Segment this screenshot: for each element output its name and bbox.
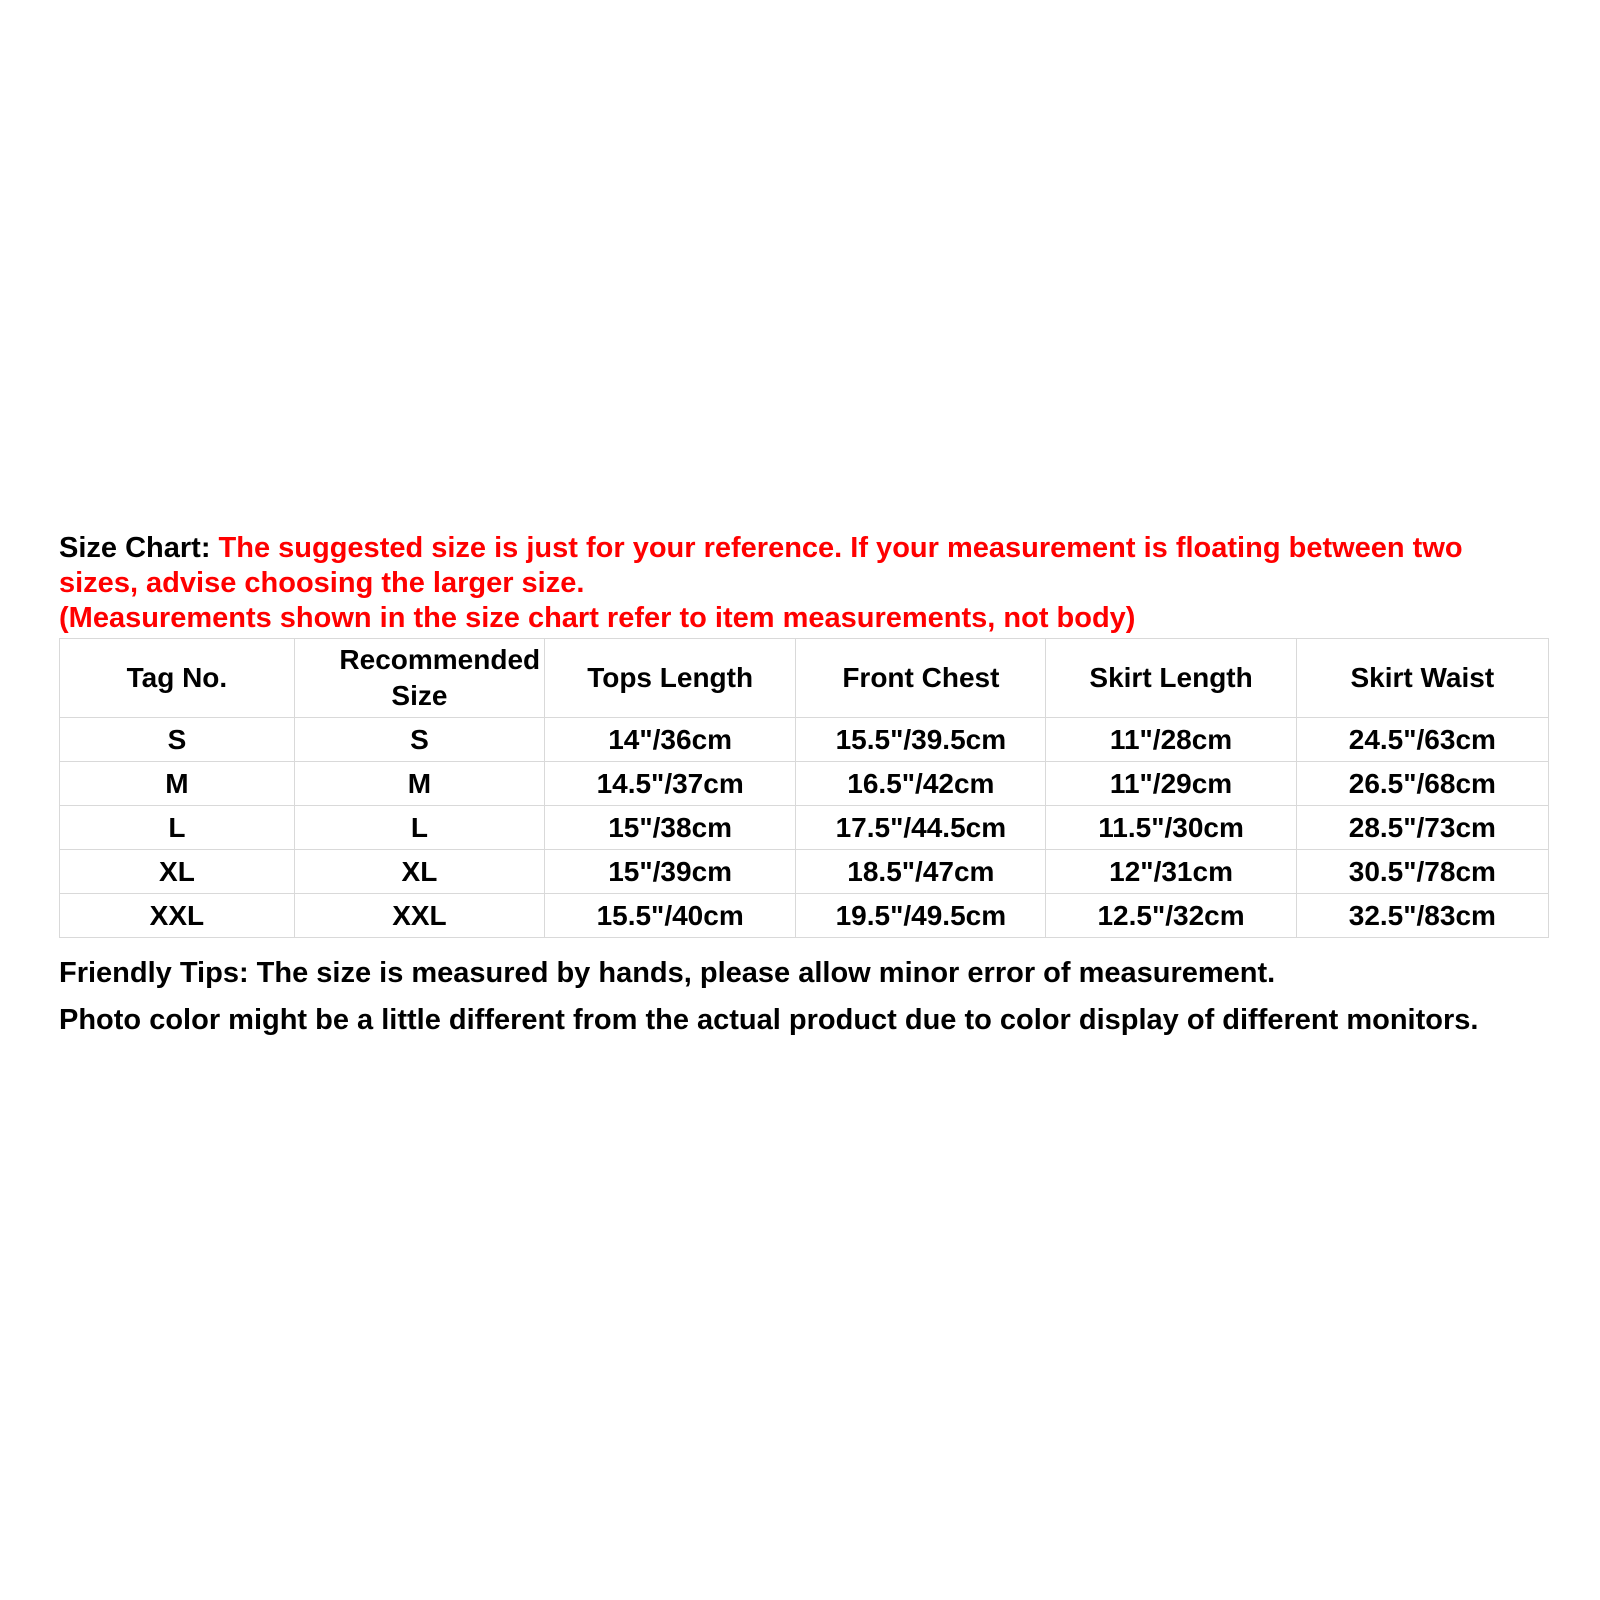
cell-skirt-length: 11.5"/30cm xyxy=(1046,806,1296,850)
header-skirt-length: Skirt Length xyxy=(1046,639,1296,718)
cell-front-chest: 16.5"/42cm xyxy=(796,762,1046,806)
table-row xyxy=(60,718,1549,762)
header-tops-length: Tops Length xyxy=(545,639,796,718)
measurement-note: (Measurements shown in the size chart refer to item measurements, not body) xyxy=(59,602,1136,634)
size-chart-section xyxy=(59,531,1549,1038)
cell-skirt-length: 11"/29cm xyxy=(1046,762,1296,806)
cell-skirt-waist: 32.5"/83cm xyxy=(1296,894,1548,938)
cell-tag-no: M xyxy=(60,762,295,806)
cell-tag-no: XL xyxy=(60,850,295,894)
cell-tops-length: 15"/38cm xyxy=(545,806,796,850)
cell-recommended-size: S xyxy=(294,718,544,762)
cell-front-chest: 19.5"/49.5cm xyxy=(796,894,1046,938)
cell-recommended-size: XXL xyxy=(294,894,544,938)
table-header-row xyxy=(60,639,1549,718)
cell-front-chest: 18.5"/47cm xyxy=(796,850,1046,894)
size-table xyxy=(59,638,1549,938)
cell-tag-no: L xyxy=(60,806,295,850)
table-row xyxy=(60,850,1549,894)
size-chart-heading xyxy=(59,531,1549,601)
cell-tops-length: 14"/36cm xyxy=(545,718,796,762)
header-skirt-waist: Skirt Waist xyxy=(1296,639,1548,718)
friendly-tip: Friendly Tips: The size is measured by hands, please allow minor error of measurement. xyxy=(59,957,1276,989)
cell-recommended-size: XL xyxy=(294,850,544,894)
cell-recommended-size: L xyxy=(294,806,544,850)
table-row xyxy=(60,894,1549,938)
cell-tops-length: 15"/39cm xyxy=(545,850,796,894)
cell-front-chest: 17.5"/44.5cm xyxy=(796,806,1046,850)
header-recommended-size: Recommended Size xyxy=(294,639,544,718)
cell-tag-no: S xyxy=(60,718,295,762)
cell-tops-length: 15.5"/40cm xyxy=(545,894,796,938)
cell-skirt-waist: 24.5"/63cm xyxy=(1296,718,1548,762)
table-row xyxy=(60,762,1549,806)
cell-skirt-length: 12"/31cm xyxy=(1046,850,1296,894)
color-disclaimer: Photo color might be a little different from the actual product due to color display of different monitors. xyxy=(59,1004,1479,1036)
cell-skirt-waist: 26.5"/68cm xyxy=(1296,762,1548,806)
cell-skirt-waist: 28.5"/73cm xyxy=(1296,806,1548,850)
cell-skirt-waist: 30.5"/78cm xyxy=(1296,850,1548,894)
cell-tag-no: XXL xyxy=(60,894,295,938)
cell-skirt-length: 11"/28cm xyxy=(1046,718,1296,762)
cell-skirt-length: 12.5"/32cm xyxy=(1046,894,1296,938)
cell-tops-length: 14.5"/37cm xyxy=(545,762,796,806)
size-advice-note: The suggested size is just for your reference. If your measurement is floating between two sizes, advise choosing the larger size. xyxy=(59,532,1463,599)
table-row xyxy=(60,806,1549,850)
size-chart-label: Size Chart: xyxy=(59,532,211,564)
header-tag-no: Tag No. xyxy=(60,639,295,718)
cell-recommended-size: M xyxy=(294,762,544,806)
cell-front-chest: 15.5"/39.5cm xyxy=(796,718,1046,762)
header-front-chest: Front Chest xyxy=(796,639,1046,718)
